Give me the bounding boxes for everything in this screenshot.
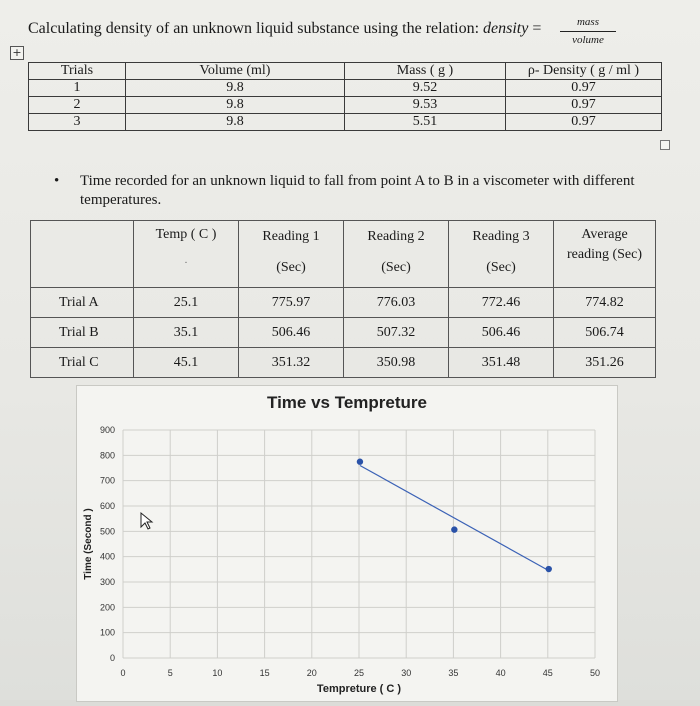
chart-data-point [451, 526, 457, 532]
time-cell: 45.1 [134, 348, 239, 378]
time-cell: 506.46 [449, 318, 554, 348]
table-row [29, 97, 662, 114]
time-header-reading2: Reading 2 (Sec) [344, 221, 449, 288]
bullet-icon: • [54, 173, 60, 189]
chart-title: Time vs Tempreture [267, 393, 427, 412]
chart-y-axis-label: Time (Second ) [83, 508, 94, 580]
fraction-denominator: volume [572, 34, 604, 46]
chart-x-tick-label: 0 [120, 668, 126, 678]
cursor-arrow-shape [141, 513, 152, 529]
chart-y-tick-label: 0 [109, 653, 115, 663]
chart-data-point [357, 459, 363, 465]
time-cell: 775.97 [239, 288, 344, 318]
chart-x-tick-label: 10 [212, 668, 223, 678]
density-table [28, 62, 662, 131]
chart-x-tick-label: 45 [542, 668, 553, 678]
chart-x-tick-label: 50 [589, 668, 601, 678]
table-row [31, 318, 656, 348]
chart-x-tick-label: 40 [495, 668, 506, 678]
chart-x-tick-label: 15 [259, 668, 270, 678]
density-header-mass: Mass ( g ) [345, 63, 506, 80]
density-cell: 0.97 [506, 97, 662, 114]
time-cell: 350.98 [344, 348, 449, 378]
chart-data-point [546, 566, 552, 572]
time-cell: 506.74 [554, 318, 656, 348]
density-header-trials: Trials [29, 63, 126, 80]
chart-y-tick-label: 600 [99, 501, 115, 511]
chart-y-tick-label: 300 [99, 577, 115, 587]
time-cell: 35.1 [134, 318, 239, 348]
chart-trendline-group [360, 465, 549, 570]
time-cell: 774.82 [554, 288, 656, 318]
fraction-bar [560, 31, 616, 32]
density-cell: 3 [29, 114, 126, 131]
time-header-reading1: Reading 1 (Sec) [239, 221, 344, 288]
chart-y-tick-label: 900 [99, 425, 115, 435]
temp-dot-mark: . [184, 255, 188, 266]
density-cell: 0.97 [506, 80, 662, 97]
time-header-reading3: Reading 3 (Sec) [449, 221, 554, 288]
chart-x-tick-label: 30 [401, 668, 412, 678]
time-header-blank [31, 221, 134, 288]
chart-points-group [357, 459, 552, 573]
chart-x-tick-label: 5 [167, 668, 173, 678]
density-header-volume: Volume (ml) [126, 63, 345, 80]
table-row [31, 288, 656, 318]
viscometer-table [30, 220, 656, 378]
heading-relation-word: density [483, 20, 529, 37]
time-cell: 351.26 [554, 348, 656, 378]
time-cell: 351.48 [449, 348, 554, 378]
density-cell: 9.52 [345, 80, 506, 97]
density-cell: 2 [29, 97, 126, 114]
trial-label: Trial A [31, 288, 134, 318]
density-cell: 1 [29, 80, 126, 97]
chart-y-tick-label: 400 [99, 551, 115, 562]
density-cell: 0.97 [506, 114, 662, 131]
chart-x-axis-label: Tempreture ( C ) [316, 683, 402, 695]
time-cell: 506.46 [239, 318, 344, 348]
density-cell: 9.8 [126, 97, 345, 114]
time-cell: 776.03 [344, 288, 449, 318]
time-cell: 351.32 [239, 348, 344, 378]
chart-y-tick-label: 700 [99, 475, 115, 486]
density-cell: 9.53 [345, 97, 506, 114]
fraction-numerator: mass [576, 16, 599, 28]
time-cell: 25.1 [134, 288, 239, 318]
chart-x-tick-label: 35 [448, 668, 459, 678]
trial-label: Trial B [31, 318, 134, 348]
density-fraction [560, 16, 616, 47]
density-header-density: ρ- Density ( g / ml ) [506, 63, 662, 80]
chart-trendline [360, 465, 549, 570]
table-row [31, 348, 656, 378]
table-row [29, 80, 662, 97]
chart-y-tick-label: 800 [99, 450, 115, 461]
density-table-header-row [29, 63, 662, 80]
time-header-average: Average reading (Sec) [554, 221, 656, 288]
density-cell: 5.51 [345, 114, 506, 131]
time-cell: 507.32 [344, 318, 449, 348]
chart-y-tick-label: 100 [99, 627, 115, 638]
heading-equals: = [528, 20, 542, 37]
chart-x-tick-label: 25 [353, 668, 365, 678]
time-cell: 772.46 [449, 288, 554, 318]
time-table-header-row [31, 221, 656, 288]
mouse-cursor-icon [141, 513, 152, 529]
chart-y-tick-label: 500 [99, 526, 115, 537]
chart-container[interactable] [76, 385, 618, 702]
time-vs-temperature-chart [77, 386, 617, 701]
heading-text: Calculating density of an unknown liquid substance using the relation: [28, 20, 484, 37]
time-header-temp [134, 221, 239, 288]
time-header-temp-label: Temp ( C ) [155, 227, 217, 242]
table-resize-handle[interactable] [660, 140, 670, 150]
trial-label: Trial C [31, 348, 134, 378]
density-cell: 9.8 [126, 114, 345, 131]
chart-y-tick-label: 200 [99, 602, 115, 613]
table-move-handle-icon[interactable]: + [10, 46, 24, 60]
density-cell: 9.8 [126, 80, 345, 97]
bullet-text: Time recorded for an unknown liquid to fall from point A to B in a viscometer with different temperatures. [80, 173, 635, 208]
table-row [29, 114, 662, 131]
density-heading [28, 20, 541, 38]
chart-x-tick-label: 20 [306, 668, 317, 678]
chart-ticks-group [100, 425, 600, 678]
